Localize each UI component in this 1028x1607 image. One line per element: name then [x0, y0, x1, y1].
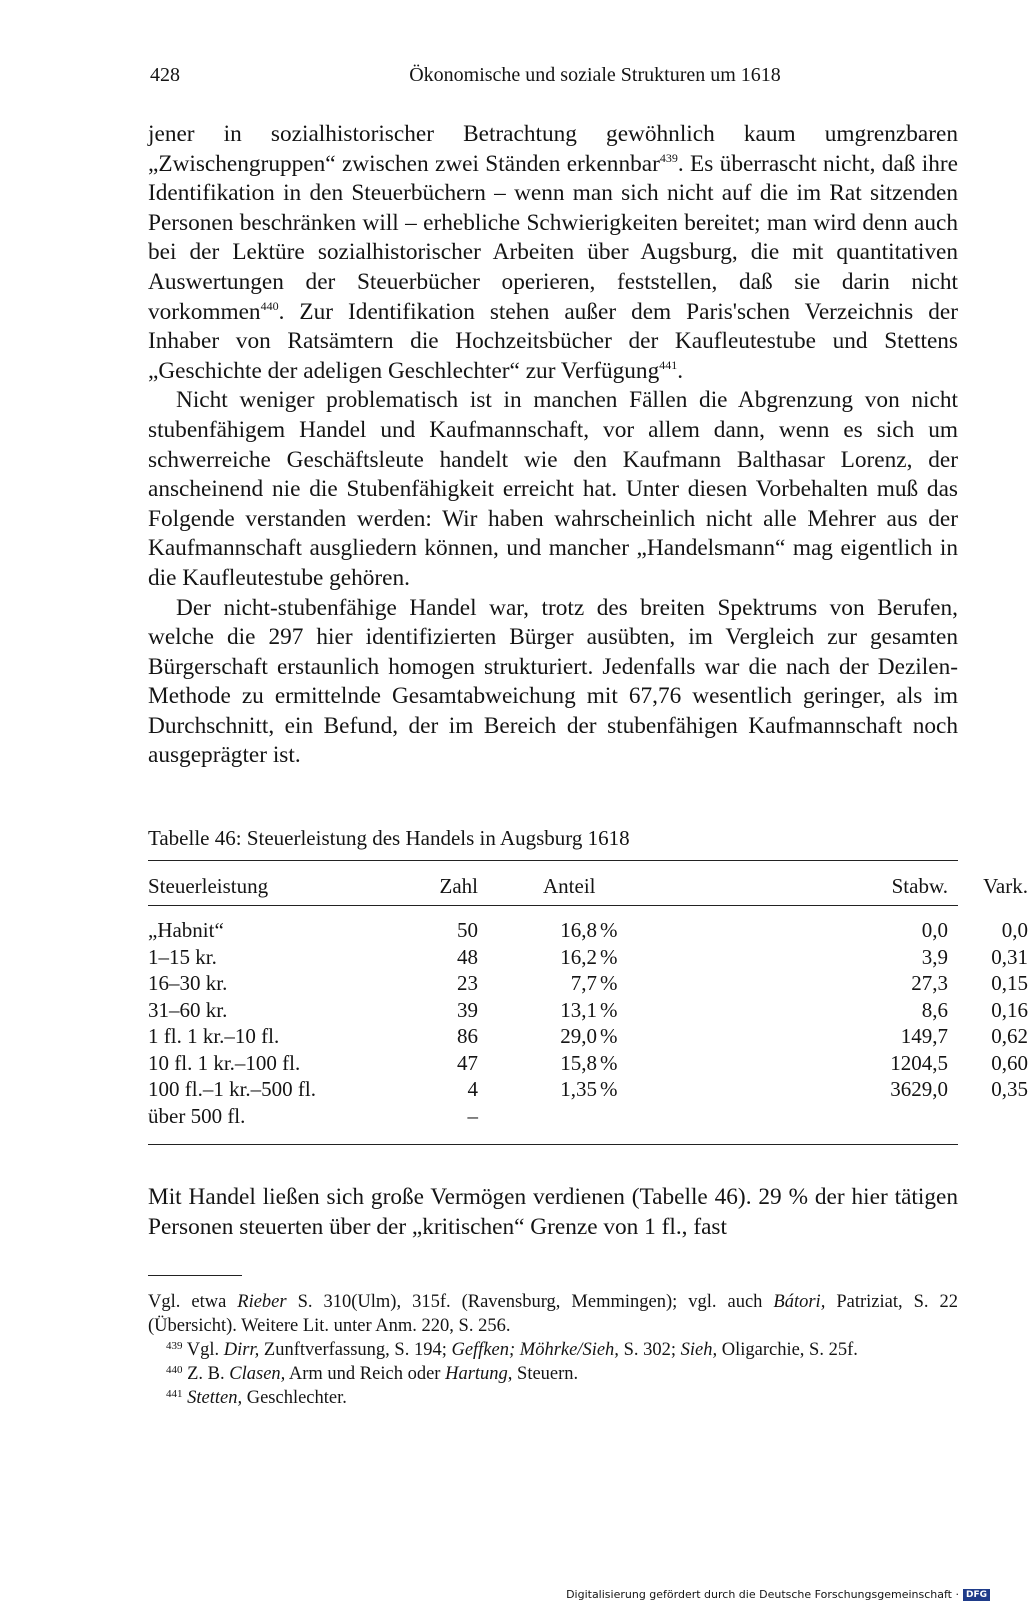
cell-percent-sign: % [600, 1050, 618, 1075]
fn-text: Zunftverfassung, S. 194; [259, 1340, 452, 1360]
cell-count: 86 [457, 1024, 478, 1048]
paragraph-1 [148, 120, 958, 386]
cell-percent-sign: % [600, 1024, 618, 1048]
cell-stddev: 149,7 [900, 1024, 948, 1048]
table-row [148, 971, 1028, 998]
cell-stddev: 0,0 [921, 918, 948, 942]
table-row [148, 997, 1028, 1025]
fn-text: Z. B. [182, 1364, 230, 1384]
cell-share: 1,35 [560, 1077, 597, 1101]
cell-varcoef: 0,16 [991, 997, 1028, 1022]
cell-count: 50 [457, 918, 478, 942]
cell-count: 48 [457, 944, 478, 969]
cell-count: 47 [457, 1050, 478, 1075]
paragraph-1-text-a: jener in sozialhistorischer Betrachtung gewöhnlich kaum umgrenzbaren „Zwischengruppen“ zwischen zwei Ständen erkennbar [148, 121, 958, 177]
digitization-credit [566, 1588, 990, 1601]
table-row [148, 944, 1028, 972]
cell-varcoef: 0,31 [991, 944, 1028, 969]
col-header-steuerleistung: Steuerleistung [148, 874, 269, 898]
fn-author: Rieber [237, 1292, 287, 1312]
table-header-row [148, 861, 1028, 905]
cell-count: 39 [457, 997, 478, 1022]
cell-stddev: 27,3 [911, 971, 948, 995]
cell-category: 16–30 kr. [148, 971, 228, 995]
cell-category: 1 fl. 1 kr.–10 fl. [148, 1024, 280, 1048]
cell-percent-sign: % [600, 918, 618, 942]
cell-count: – [467, 1103, 478, 1128]
fn-text: S. 310(Ulm), 315f. (Ravensburg, Memmingen); vgl. auch [286, 1292, 774, 1312]
fn-author: Clasen, [229, 1364, 286, 1384]
paragraph-1-text-b: . Es überrascht nicht, daß ihre Identifikation in den Steuerbüchern – wenn man sich nicht auf die im Rat sitzenden Personen beschränken will – erhebliche Schwierigkeiten bereitet; man wird denn auch bei der Lektüre sozialhistorischer Arbeiten über Augsburg, die mit quantitativen Auswertungen der Steuerbücher operieren, feststellen, daß sie darin nicht vorkommen [148, 150, 959, 325]
paragraph-4: Mit Handel ließen sich große Vermögen verdienen (Tabelle 46). 29 % der hier tätigen Personen steuerten über der „kritischen“ Grenze von 1 fl., fast [148, 1184, 958, 1240]
cell-share: 15,8 [560, 1050, 597, 1075]
footnote-441 [148, 1386, 958, 1410]
table-row [148, 1024, 1028, 1051]
dfg-logo: DFG [963, 1589, 990, 1601]
fn-text: Arm und Reich oder [285, 1364, 446, 1384]
cell-count: 23 [457, 971, 478, 995]
cell-share: 16,8 [560, 918, 597, 942]
fn-author: Geffken; Möhrke/Sieh, [451, 1340, 619, 1360]
cell-varcoef: 0,15 [991, 971, 1028, 995]
fn-author: Dirr, [223, 1340, 260, 1360]
cell-varcoef: 0,60 [991, 1050, 1028, 1075]
table-bottom-rule [148, 1144, 958, 1145]
paragraph-3: Der nicht-stubenfähige Handel war, trotz des breiten Spektrums von Berufen, welche die 297 hier identifizierten Bürger ausübten, im Vergleich zur gesamten Bürgerschaft erstaunlich homogen strukturiert. Jedenfalls war die nach der Dezilen-Methode zu ermittelnde Gesamtabweichung mit 67,76 wesentlich geringer, als im Durchschnitt, ein Befund, der im Bereich der stubenfähigen Kaufmannschaft noch ausgeprägter ist. [148, 594, 958, 769]
cell-stddev: 1204,5 [890, 1050, 948, 1075]
table-row [148, 918, 1028, 945]
cell-stddev: 3,9 [921, 944, 948, 969]
cell-percent-sign: % [600, 944, 618, 969]
cell-percent-sign: % [600, 971, 618, 995]
cell-percent-sign: % [600, 997, 618, 1022]
footnote-439 [148, 1338, 958, 1362]
footnote-ref-441[interactable]: 441 [659, 357, 678, 372]
credit-text: Digitalisierung gefördert durch die Deutsche Forschungsgemeinschaft · [566, 1588, 959, 1601]
footnote-number: 441 [166, 1388, 183, 1400]
footnote-ref-439[interactable]: 439 [659, 150, 678, 165]
fn-author: Sieh, [680, 1340, 718, 1360]
cell-stddev: 8,6 [921, 997, 948, 1022]
col-header-anteil: Anteil [543, 874, 596, 898]
table-caption: Tabelle 46: Steuerleistung des Handels in Augsburg 1618 [148, 826, 630, 850]
page-header [150, 64, 960, 94]
cell-category: 10 fl. 1 kr.–100 fl. [148, 1050, 301, 1075]
fn-text: Vgl. [182, 1340, 224, 1360]
main-text [148, 120, 958, 771]
footnote-440 [148, 1362, 958, 1386]
cell-category: 1–15 kr. [148, 944, 217, 969]
footnote-number: 440 [166, 1364, 183, 1376]
cell-share: 16,2 [560, 944, 597, 969]
footnote-separator [148, 1275, 242, 1276]
col-header-stabw: Stabw. [891, 874, 948, 898]
cell-stddev: 3629,0 [890, 1077, 948, 1101]
cell-category: über 500 fl. [148, 1103, 246, 1128]
fn-text: Patriziat, S. 22 (Übersicht). Weitere Lit. unter Anm. 220, S. 256. [148, 1292, 958, 1336]
table-row [148, 1077, 1028, 1104]
cell-varcoef: 0,62 [991, 1024, 1028, 1048]
footnote-ref-440[interactable]: 440 [260, 298, 279, 313]
paragraph-2: Nicht weniger problematisch ist in manchen Fällen die Abgrenzung von nicht stubenfähigem Handel und Kaufmannschaft, vor allem dann, wenn es sich um schwerreiche Geschäftsleute handelt wie den Kaufmann Balthasar Lorenz, der anscheinend nie die Stubenfähigkeit erreicht hat. Unter diesen Vorbehalten muß das Folgende verstanden werden: Wir haben wahrscheinlich nicht alle Mehrer aus der Kaufmannschaft ausgliedern können, und mancher „Handelsmann“ mag eigentlich in die Kaufleutestube gehören. [148, 387, 958, 591]
footnote-438-continuation [148, 1290, 958, 1338]
fn-text: Steuern. [512, 1364, 579, 1384]
col-header-zahl: Zahl [439, 874, 478, 898]
fn-author: Hartung, [445, 1364, 513, 1384]
cell-varcoef: 0,0 [1001, 918, 1028, 942]
cell-percent-sign: % [600, 1077, 618, 1101]
footnotes [148, 1290, 958, 1410]
fn-author: Stetten, [182, 1388, 243, 1408]
tax-table [148, 860, 1028, 1145]
fn-text: Oligarchie, S. 25f. [717, 1340, 858, 1360]
footnote-number: 439 [166, 1340, 183, 1352]
table-row [148, 1104, 958, 1131]
cell-share: 7,7 [570, 971, 597, 995]
cell-category: „Habnit“ [148, 918, 224, 942]
col-header-vark: Vark. [983, 874, 1028, 898]
cell-share: 29,0 [560, 1024, 597, 1048]
fn-text: Geschlechter. [242, 1388, 347, 1408]
fn-text: S. 302; [618, 1340, 681, 1360]
cell-category: 100 fl.–1 kr.–500 fl. [148, 1077, 316, 1101]
paragraph-1-text-c: . Zur Identifikation stehen außer dem Paris'schen Verzeichnis der Inhaber von Ratsämtern die Hochzeitsbücher der Kaufleutestube und Stettens „Geschichte der adeligen Geschlechter“ zur Verfügung [148, 298, 958, 384]
cell-category: 31–60 kr. [148, 997, 228, 1022]
cell-share: 13,1 [560, 997, 597, 1022]
cell-varcoef: 0,35 [991, 1077, 1028, 1101]
table-body [148, 906, 1028, 1144]
running-head: Ökonomische und soziale Strukturen um 1618 [409, 64, 781, 86]
page-number: 428 [150, 64, 180, 86]
table-row [148, 1050, 1028, 1078]
cell-count: 4 [467, 1077, 478, 1101]
fn-text: Vgl. etwa [148, 1292, 238, 1312]
fn-author: Bátori, [773, 1292, 826, 1312]
paragraph-1-text-d: . [677, 357, 684, 384]
